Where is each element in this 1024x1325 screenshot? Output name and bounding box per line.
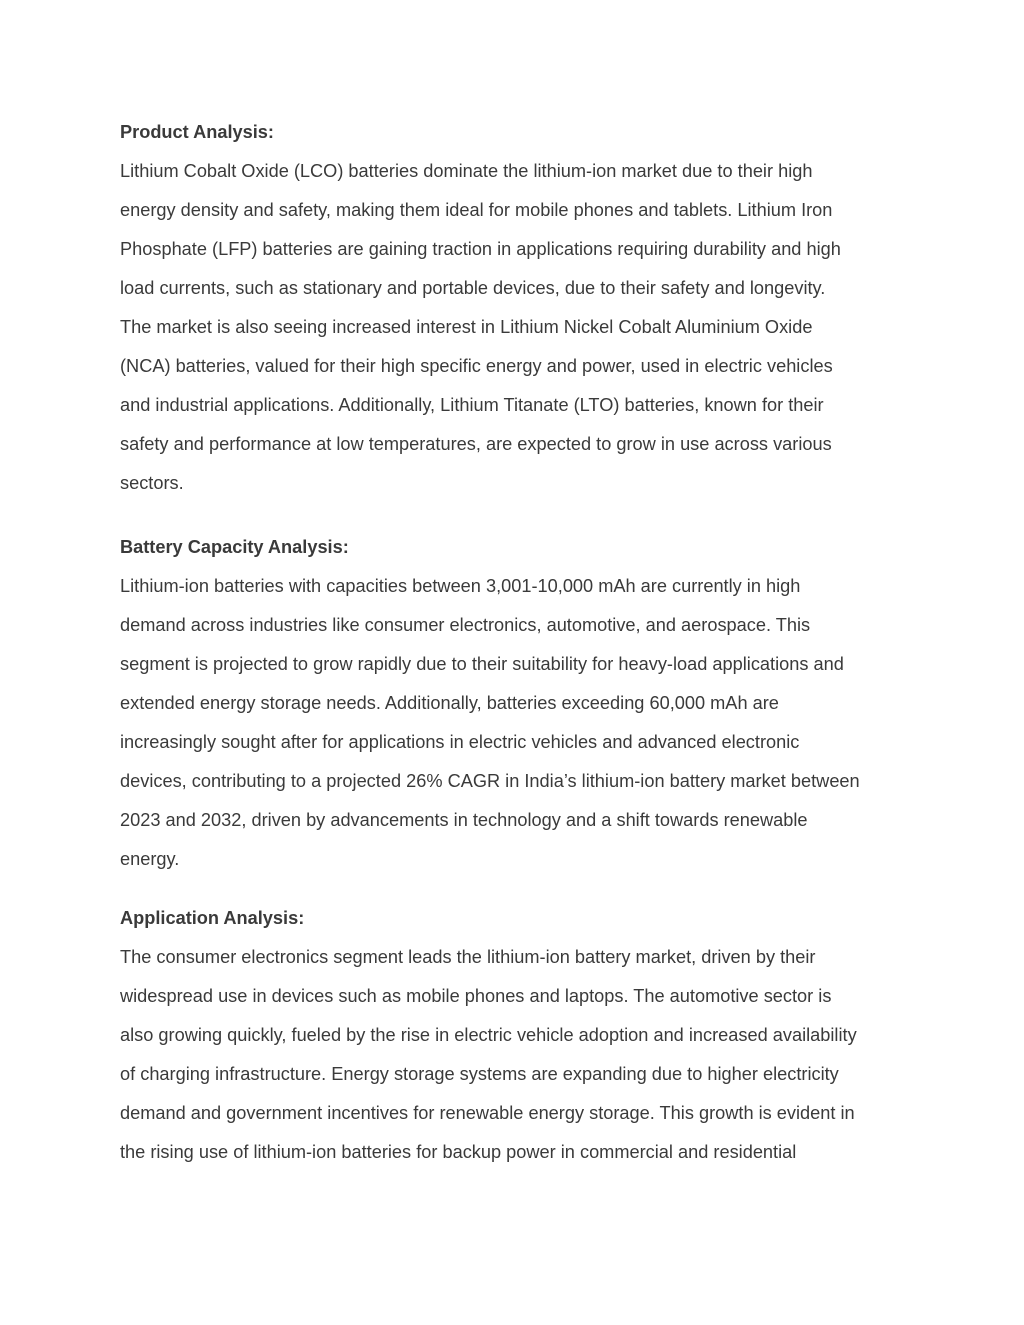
paragraph-line: widespread use in devices such as mobile phones and laptops. The automotive sector is xyxy=(120,986,832,1006)
paragraph-line: and industrial applications. Additionally, Lithium Titanate (LTO) batteries, known for their xyxy=(120,395,824,415)
section-heading: Battery Capacity Analysis: xyxy=(120,537,349,557)
paragraph-line: increasingly sought after for applications in electric vehicles and advanced electronic xyxy=(120,732,800,752)
paragraph-line: extended energy storage needs. Additionally, batteries exceeding 60,000 mAh are xyxy=(120,693,779,713)
paragraph-line: safety and performance at low temperatures, are expected to grow in use across various xyxy=(120,434,832,454)
paragraph-line: the rising use of lithium-ion batteries for backup power in commercial and residential xyxy=(120,1142,797,1162)
paragraph-line: sectors. xyxy=(120,473,184,493)
paragraph-line: also growing quickly, fueled by the rise in electric vehicle adoption and increased availability xyxy=(120,1025,857,1045)
section-heading: Product Analysis: xyxy=(120,122,274,142)
section-application-analysis xyxy=(120,899,910,1172)
section-paragraph xyxy=(120,938,910,1172)
section-paragraph xyxy=(120,567,910,879)
paragraph-line: (NCA) batteries, valued for their high specific energy and power, used in electric vehicles xyxy=(120,356,833,376)
paragraph-line: Lithium-ion batteries with capacities between 3,001-10,000 mAh are currently in high xyxy=(120,576,801,596)
section-product-analysis xyxy=(120,113,910,503)
document-body xyxy=(120,113,910,1172)
paragraph-line: demand across industries like consumer electronics, automotive, and aerospace. This xyxy=(120,615,811,635)
paragraph-line: segment is projected to grow rapidly due to their suitability for heavy-load applications and xyxy=(120,654,844,674)
section-spacer xyxy=(120,503,910,528)
section-spacer xyxy=(120,879,910,899)
paragraph-line: load currents, such as stationary and portable devices, due to their safety and longevity. xyxy=(120,278,826,298)
paragraph-line: Lithium Cobalt Oxide (LCO) batteries dominate the lithium-ion market due to their high xyxy=(120,161,813,181)
paragraph-line: 2023 and 2032, driven by advancements in technology and a shift towards renewable xyxy=(120,810,808,830)
paragraph-line: The consumer electronics segment leads the lithium-ion battery market, driven by their xyxy=(120,947,816,967)
paragraph-line: energy. xyxy=(120,849,180,869)
paragraph-line: Phosphate (LFP) batteries are gaining traction in applications requiring durability and high xyxy=(120,239,841,259)
paragraph-line: demand and government incentives for renewable energy storage. This growth is evident in xyxy=(120,1103,855,1123)
section-heading: Application Analysis: xyxy=(120,908,305,928)
paragraph-line: of charging infrastructure. Energy storage systems are expanding due to higher electricity xyxy=(120,1064,839,1084)
paragraph-line: devices, contributing to a projected 26% CAGR in India’s lithium-ion battery market between xyxy=(120,771,860,791)
section-battery-capacity-analysis xyxy=(120,528,910,879)
section-paragraph xyxy=(120,152,910,503)
paragraph-line: energy density and safety, making them ideal for mobile phones and tablets. Lithium Iron xyxy=(120,200,833,220)
paragraph-line: The market is also seeing increased interest in Lithium Nickel Cobalt Aluminium Oxide xyxy=(120,317,813,337)
